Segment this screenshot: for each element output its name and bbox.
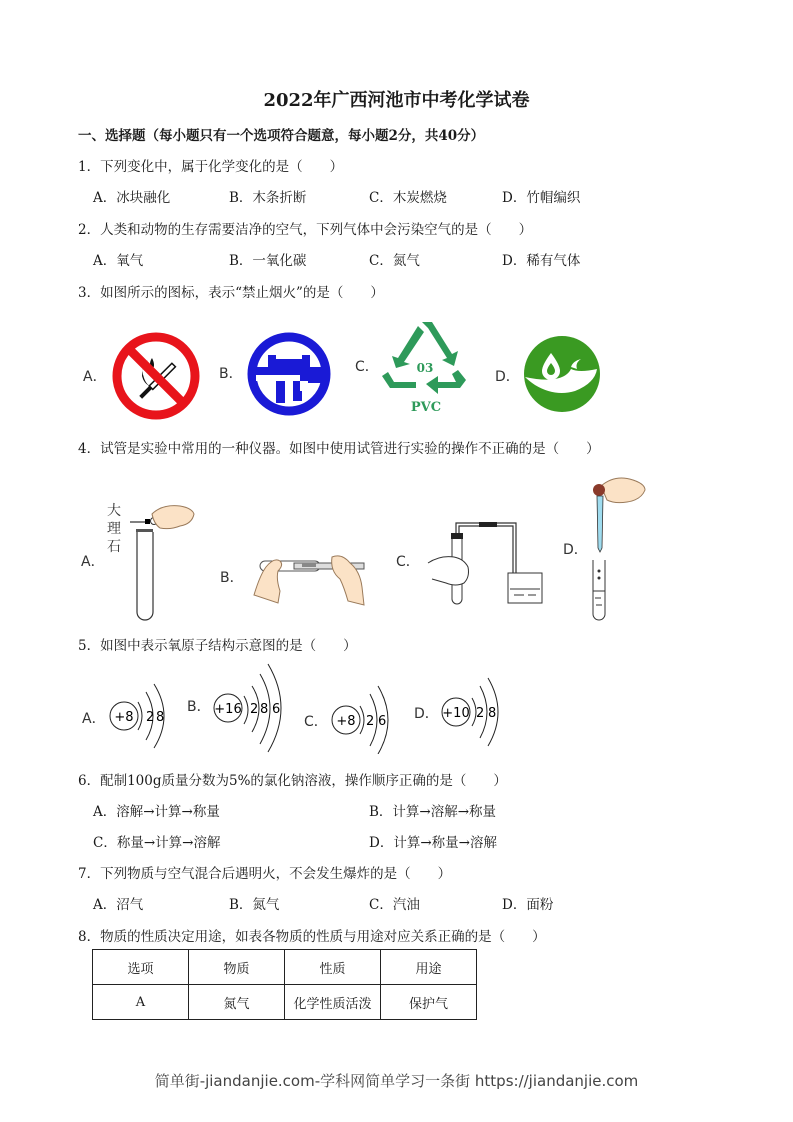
- q4-label-d: D．: [563, 542, 588, 558]
- q1-option-b: B．木条折断: [229, 190, 307, 206]
- q5-label-a: A．: [82, 711, 106, 727]
- q5-label-c: C．: [304, 714, 328, 730]
- dropper-tube-icon: [585, 474, 647, 622]
- svg-text:+8: +8: [336, 714, 356, 729]
- airtightness-check-icon: [424, 515, 549, 607]
- q3-label-c: C．: [355, 359, 379, 375]
- blue-logo-icon: [246, 331, 332, 417]
- table-row: [93, 985, 477, 1020]
- q3-label-d: D．: [495, 369, 520, 385]
- question-7-stem: 7．下列物质与空气混合后遇明火，不会发生爆炸的是（ ）: [78, 866, 452, 882]
- q8-table: [92, 949, 477, 1020]
- question-6-stem: 6．配制100g质量分数为5%的氯化钠溶液，操作顺序正确的是（ ）: [78, 773, 507, 789]
- q4-marble-annotation: 大 理 石: [107, 503, 121, 555]
- q1-option-c: C．木炭燃烧: [369, 190, 447, 206]
- q7-option-d: D．面粉: [502, 897, 554, 913]
- footer-watermark: 简单街-jiandanjie.com-学科网简单学习一条街 https://jiandanjie.com: [154, 1072, 639, 1090]
- svg-text:+10: +10: [442, 706, 470, 721]
- table-header-cell: 用途: [381, 950, 477, 985]
- q2-option-d: D．稀有气体: [502, 253, 581, 269]
- q5-label-b: B．: [187, 699, 211, 715]
- svg-text:03: 03: [416, 361, 434, 375]
- question-3-stem: 3．如图所示的图标，表示“禁止烟火”的是（ ）: [78, 285, 384, 301]
- q3-label-b: B．: [219, 366, 243, 382]
- water-saving-icon: [521, 333, 603, 415]
- svg-text:2: 2: [250, 702, 259, 717]
- svg-text:2: 2: [366, 714, 375, 729]
- test-tube-marble-icon: [120, 500, 195, 622]
- q3-label-a: A．: [83, 369, 107, 385]
- svg-text:8: 8: [488, 706, 497, 721]
- q7-option-a: A．沼气: [93, 897, 144, 913]
- page-title: 2022年广西河池市中考化学试卷: [263, 90, 530, 111]
- question-4-stem: 4．试管是实验中常用的一种仪器。如图中使用试管进行实验的操作不正确的是（ ）: [78, 441, 600, 457]
- question-5-stem: 5．如图中表示氧原子结构示意图的是（ ）: [78, 638, 357, 654]
- q2-option-c: C．氮气: [369, 253, 420, 269]
- atom-diagram-b: [212, 660, 287, 755]
- recycle-pvc-icon: [380, 318, 470, 418]
- no-fire-icon: [110, 330, 202, 422]
- svg-text:+8: +8: [114, 710, 134, 725]
- q6-option-c: C．称量→计算→溶解: [93, 835, 221, 851]
- table-header-cell: 选项: [93, 950, 189, 985]
- question-2-stem: 2．人类和动物的生存需要洁净的空气，下列气体中会污染空气的是（ ）: [78, 222, 533, 238]
- q6-option-b: B．计算→溶解→称量: [369, 804, 497, 820]
- svg-text:PVC: PVC: [410, 400, 442, 415]
- q1-option-a: A．冰块融化: [93, 190, 171, 206]
- section-heading: 一、选择题（每小题只有一个选项符合题意，每小题2分，共40分）: [78, 128, 485, 144]
- q6-option-d: D．计算→称量→溶解: [369, 835, 497, 851]
- question-1-stem: 1．下列变化中，属于化学变化的是（ ）: [78, 159, 344, 175]
- atom-diagram-c: [330, 682, 392, 754]
- svg-text:2: 2: [476, 706, 485, 721]
- q4-label-a: A．: [81, 554, 105, 570]
- svg-text:6: 6: [272, 702, 281, 717]
- svg-text:8: 8: [260, 702, 269, 717]
- table-cell: 氮气: [189, 985, 285, 1020]
- svg-text:+16: +16: [214, 702, 242, 717]
- svg-text:6: 6: [378, 714, 387, 729]
- q4-label-b: B．: [220, 570, 244, 586]
- table-header-row: [93, 950, 477, 985]
- q2-option-a: A．氧气: [93, 253, 144, 269]
- svg-text:8: 8: [156, 710, 165, 725]
- q2-option-b: B．一氧化碳: [229, 253, 307, 269]
- table-cell: 保护气: [381, 985, 477, 1020]
- table-cell: 化学性质活泼: [285, 985, 381, 1020]
- atom-diagram-a: [108, 680, 168, 750]
- table-header-cell: 物质: [189, 950, 285, 985]
- heating-tube-hands-icon: [250, 545, 368, 607]
- q4-label-c: C．: [396, 554, 420, 570]
- q1-option-d: D．竹帽编织: [502, 190, 581, 206]
- atom-diagram-d: [440, 676, 502, 748]
- q7-option-b: B．氮气: [229, 897, 280, 913]
- q6-option-a: A．溶解→计算→称量: [93, 804, 220, 820]
- table-cell: A: [93, 985, 189, 1020]
- table-header-cell: 性质: [285, 950, 381, 985]
- question-8-stem: 8．物质的性质决定用途，如表各物质的性质与用途对应关系正确的是（ ）: [78, 929, 546, 945]
- svg-text:2: 2: [146, 710, 155, 725]
- q5-label-d: D．: [414, 706, 439, 722]
- q7-option-c: C．汽油: [369, 897, 420, 913]
